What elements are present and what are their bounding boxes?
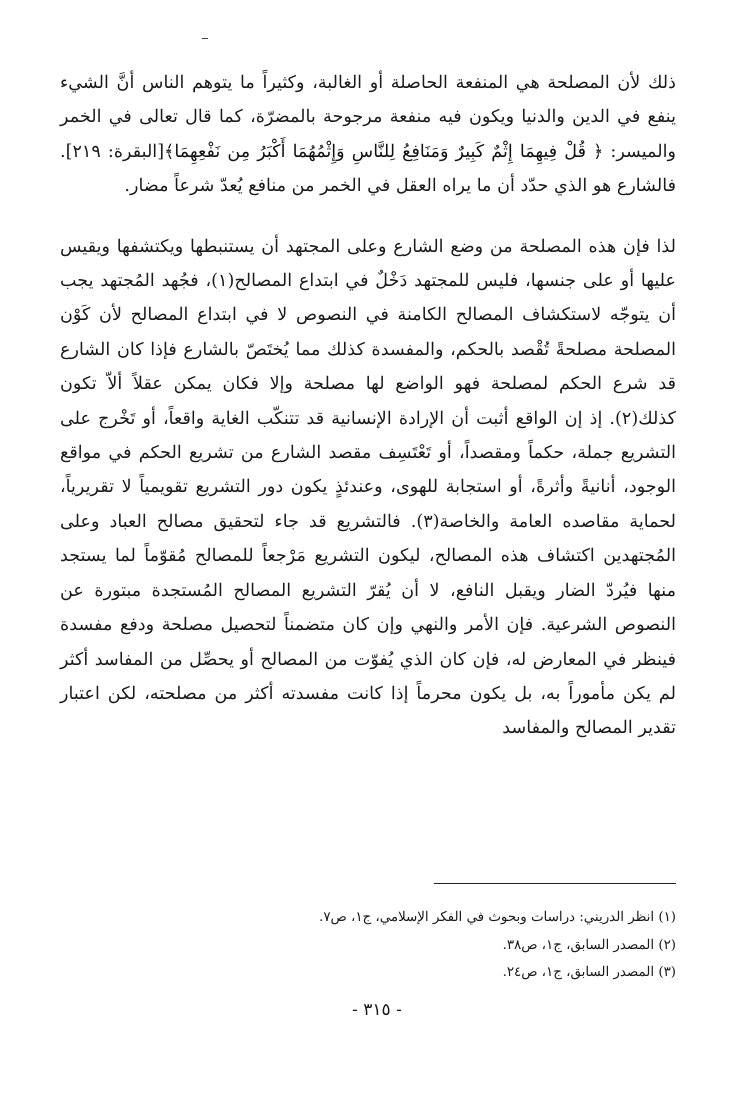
footnote-1: (١) انظر الدريني: دراسات وبحوث في الفكر الإسلامي، ج١، ص٧. (319, 910, 676, 925)
footnotes (60, 904, 676, 987)
page-number: - ٣١٥ - (352, 1000, 402, 1020)
footnote-2: (٢) المصدر السابق، ج١، ص٣٨. (502, 937, 676, 953)
paragraph-1 (60, 66, 676, 204)
main-text (60, 66, 676, 746)
paragraph-1-end: [البقرة: ٢١٩]. فالشارع هو الذي حدّد أن ما يراه العقل في الخمر من منافع يُعدّ شرعاً مضار. (60, 141, 676, 197)
footnote-3: (٣) المصدر السابق، ج١، ص٢٤. (502, 965, 676, 980)
header-mark (202, 38, 208, 39)
footnote-divider (434, 883, 676, 884)
quran-verse: ﴿ قُلْ فِيهِمَا إِثْمٌ كَبِيرٌ وَمَنَافِعُ لِلنَّاسِ وَإِثْمُهُمَا أَكْبَرُ مِن نَفْعِهِمَا﴾ (164, 141, 604, 162)
paragraph-1-text: ذلك لأن المصلحة هي المنفعة الحاصلة أو الغالبة، وكثيراً ما يتوهم الناس أنَّ الشيء ينفع في الدين والدنيا ويكون فيه منفعة مرجوحة بالمضرّة، كما قال تعالى في الخمر والميسر: (60, 73, 676, 162)
paragraph-2: لذا فإن هذه المصلحة من وضع الشارع وعلى المجتهد أن يستنبطها ويكتشفها ويقيس عليها أو على جنسها، فليس للمجتهد دَخْلٌ في ابتداع المصالح(١)، فجُهد المُجتهد يجب أن يتوجّه لاستكشاف المصالح الكامنة في النصوص لا في ابتداع المصالح لأن كَوْن المصلحة مصلحةً تُقْصد بالحكم، والمفسدة كذلك مما يُختَصّ بالشارع فإذا كان الشارع قد شرع الحكم لمصلحة فهو الواضع لها مصلحة وإلا فكان يمكن عقلاً ألاّ تكون كذلك(٢). إذ إن الواقع أثبت أن الإرادة الإنسانية قد تتنكّب الغاية واقعاً، أو تَخْرج على التشريع جملة، حكماً ومقصداً، أو تَعْتَسِف مقصد الشارع من تشريع الحكم في مواقع الوجود، أنانيةً وأثرةً، أو استجابة للهوى، وعندئذٍ يكون دور التشريع تقويمياً لا تقريرياً، لحماية مقاصده العامة والخاصة(٣). فالتشريع قد جاء لتحقيق مصالح العباد وعلى المُجتهدين اكتشاف هذه المصالح، ليكون التشريع مَرْجعاً للمصالح مُقوّماً لما يستجد منها فيُردّ الضار ويقبل النافع، لا أن يُقرّ التشريع المصالح المُستجدة مبتورة عن النصوص الشرعية. فإن الأمر والنهي وإن كان متضمناً لتحصيل مصلحة ودفع مفسدة فينظر في المعارض له، فإن كان الذي يُفوّت من المصالح أو يحصِّل من المفاسد أكثر لم يكن مأموراً به، بل يكون محرماً إذا كانت مفسدته أكثر من مصلحته، لكن اعتبار تقدير المصالح والمفاسد (60, 236, 676, 739)
